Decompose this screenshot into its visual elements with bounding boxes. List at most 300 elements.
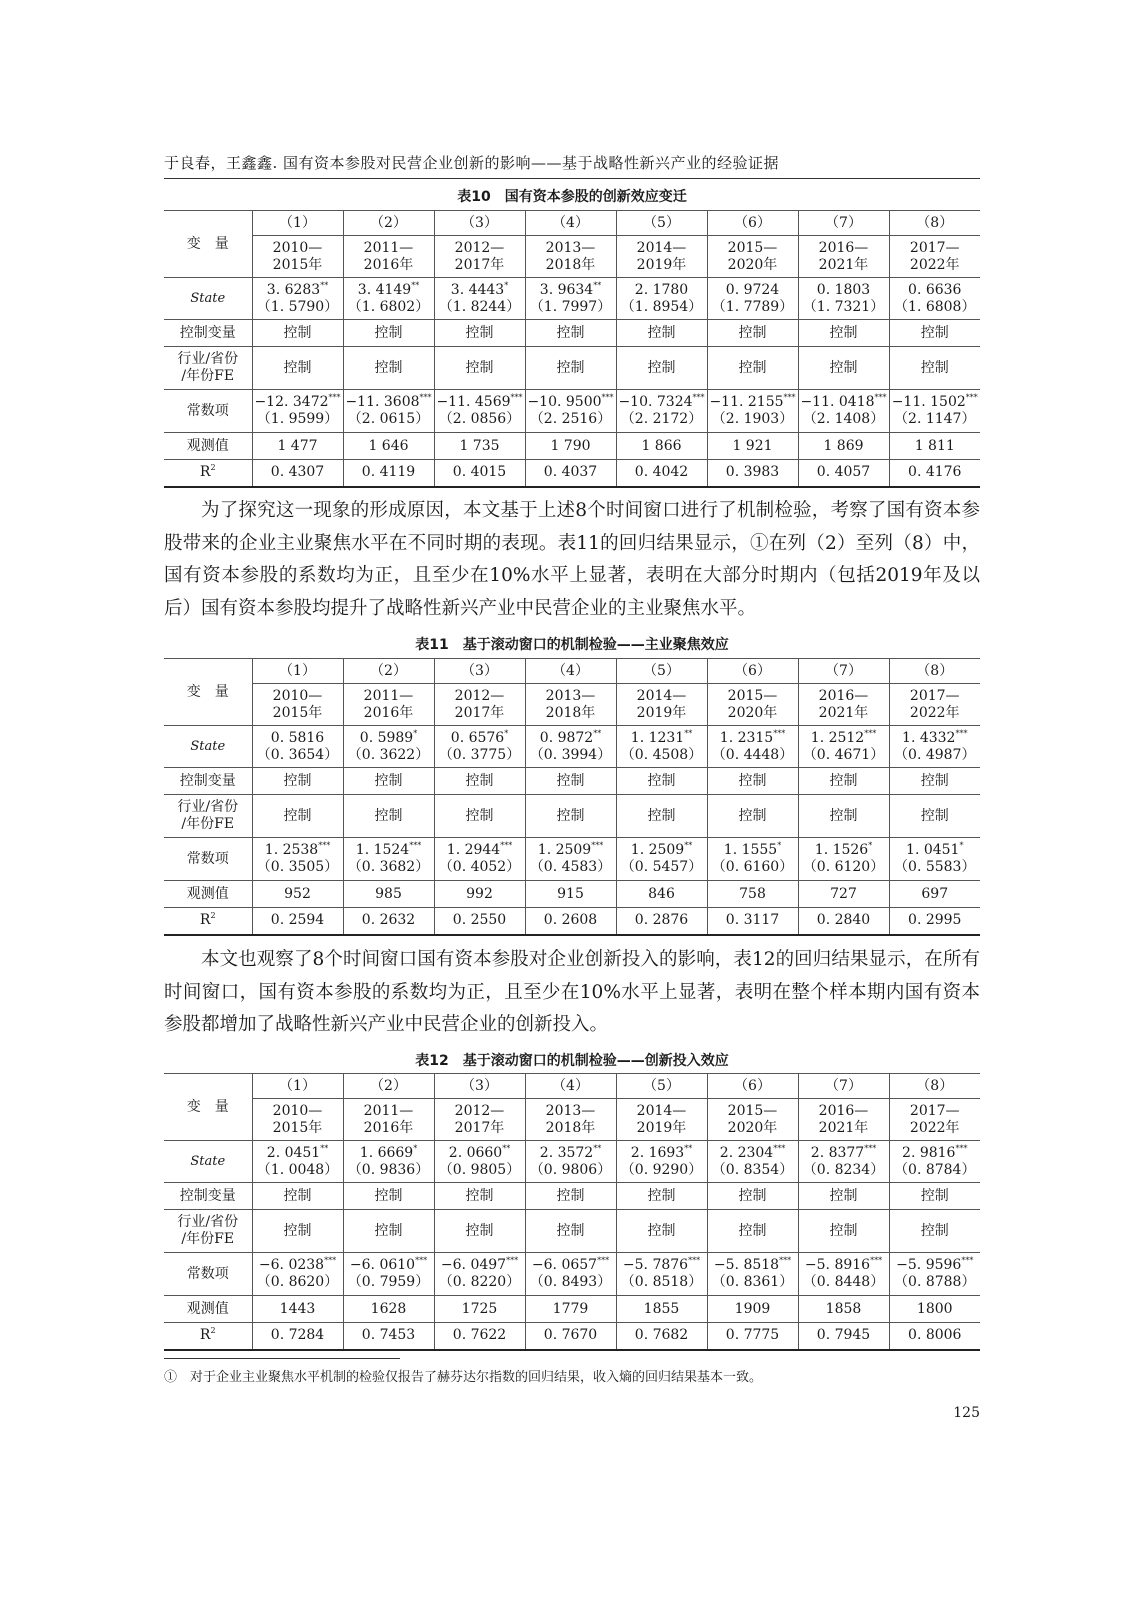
period-start: 2015—: [727, 239, 778, 256]
standard-error: （1. 7789）: [711, 298, 794, 315]
standard-error: （0. 8620）: [256, 1274, 339, 1290]
period-cell: [252, 684, 343, 726]
standard-error: （1. 8244）: [438, 298, 521, 315]
control-cell: 控制: [434, 768, 525, 795]
coefficient-value: 0. 5989: [359, 729, 414, 746]
significance-stars: ***: [874, 393, 887, 403]
observations-cell: 758: [707, 881, 798, 908]
control-cell: 控制: [252, 1183, 343, 1210]
coefficient: [253, 1145, 343, 1162]
coefficient-value: −12. 3472: [254, 394, 329, 411]
control-cell: 控制: [525, 795, 616, 838]
period-start: 2016—: [818, 239, 869, 256]
period-start: 2014—: [636, 239, 687, 256]
standard-error: （2. 0856）: [438, 411, 521, 427]
body-paragraph: 本文也观察了8个时间窗口国有资本参股对企业创新投入的影响，表12的回归结果显示，在所有时间窗口，国有资本参股的系数均为正，且至少在10%水平上显著，表明在整个样本期内国有资本参股都增加了战略性新兴产业中民营企业的创新投入。: [164, 949, 980, 1035]
significance-stars: ***: [955, 728, 968, 738]
period-cell: [434, 236, 525, 278]
standard-error: （1. 7321）: [802, 298, 885, 315]
period-cell: [252, 1099, 343, 1141]
r-squared-cell: 0. 7622: [434, 1323, 525, 1350]
constant-cell: [525, 390, 616, 433]
coefficient: [435, 1145, 525, 1162]
constant-cell: [434, 390, 525, 433]
column-number: （8）: [889, 1074, 980, 1099]
coefficient-value: 1. 2315: [719, 729, 774, 746]
column-number: （6）: [707, 1074, 798, 1099]
coefficient: [253, 394, 343, 411]
standard-error: （0. 8234）: [802, 1161, 885, 1178]
coefficient-value: 0. 9724: [725, 281, 780, 298]
control-cell: 控制: [889, 795, 980, 838]
column-number: （3）: [434, 1074, 525, 1099]
column-number: （7）: [798, 211, 889, 236]
r-squared-cell: 0. 2995: [889, 908, 980, 935]
state-cell: [525, 726, 616, 768]
coefficient: [617, 842, 707, 859]
standard-error: （0. 8354）: [711, 1161, 794, 1178]
coefficient-value: 1. 1524: [355, 842, 410, 859]
coefficient-value: 0. 6636: [908, 281, 962, 298]
control-cell: 控制: [252, 320, 343, 347]
row-label-r-squared: [164, 1323, 252, 1350]
coefficient: [526, 394, 616, 411]
control-cell: 控制: [889, 768, 980, 795]
state-cell: [434, 1141, 525, 1183]
table-11: [164, 658, 980, 936]
period-cell: [707, 236, 798, 278]
row-label-variable: 变 量: [164, 1074, 252, 1141]
state-cell: [889, 1141, 980, 1183]
state-cell: [798, 726, 889, 768]
observations-cell: 1858: [798, 1296, 889, 1323]
state-cell: [525, 278, 616, 320]
coefficient-value: −11. 1502: [891, 394, 966, 411]
significance-stars: *: [413, 1143, 418, 1153]
period-end: 2018年: [545, 1119, 596, 1136]
column-number: （3）: [434, 211, 525, 236]
significance-stars: **: [593, 280, 602, 290]
observations-cell: 1 790: [525, 433, 616, 460]
row-label-state: State: [164, 1141, 252, 1183]
constant-cell: [252, 390, 343, 433]
observations-cell: 1 866: [616, 433, 707, 460]
standard-error: （0. 5583）: [894, 859, 976, 875]
fe-label-line: /年份FE: [181, 816, 235, 832]
control-cell: 控制: [252, 768, 343, 795]
control-cell: 控制: [707, 1210, 798, 1253]
standard-error: （0. 4583）: [529, 859, 612, 875]
row-label-constant: 常数项: [164, 390, 252, 433]
state-cell: [252, 726, 343, 768]
period-end: 2022年: [909, 1119, 960, 1136]
column-number: （7）: [798, 659, 889, 684]
period-cell: [434, 684, 525, 726]
significance-stars: *: [504, 728, 509, 738]
standard-error: （0. 8448）: [802, 1274, 885, 1290]
period-cell: [707, 684, 798, 726]
coefficient-value: 2. 2304: [719, 1144, 774, 1161]
significance-stars: ***: [506, 1256, 519, 1266]
standard-error: （0. 9290）: [620, 1161, 703, 1178]
coefficient-value: −11. 3608: [345, 394, 420, 411]
standard-error: （0. 7959）: [347, 1274, 430, 1290]
constant-cell: [889, 838, 980, 881]
significance-stars: **: [684, 728, 693, 738]
r-squared-label: R: [199, 1327, 211, 1344]
state-cell: [798, 278, 889, 320]
period-cell: [525, 1099, 616, 1141]
control-cell: 控制: [252, 795, 343, 838]
table-11-caption: 表11 基于滚动窗口的机制检验——主业聚焦效应: [415, 637, 729, 653]
coefficient: [890, 842, 981, 859]
standard-error: （0. 9805）: [438, 1161, 521, 1178]
standard-error: （0. 9836）: [347, 1161, 430, 1178]
coefficient: [344, 1257, 434, 1274]
period-start: 2011—: [363, 687, 414, 704]
control-cell: 控制: [798, 768, 889, 795]
period-end: 2022年: [909, 256, 960, 273]
state-cell: [707, 1141, 798, 1183]
coefficient: [435, 1257, 525, 1274]
row-label-fixed-effects: [164, 1210, 252, 1253]
period-end: 2021年: [818, 704, 869, 721]
page-number: 125: [953, 1405, 980, 1421]
significance-stars: **: [320, 1143, 329, 1153]
control-cell: 控制: [343, 768, 434, 795]
coefficient: [344, 394, 434, 411]
constant-cell: [343, 838, 434, 881]
row-label-fixed-effects: [164, 795, 252, 838]
coefficient: [708, 1257, 798, 1274]
column-number: （1）: [252, 659, 343, 684]
row-label-r-squared: [164, 908, 252, 935]
coefficient: [435, 394, 525, 411]
fe-label-line: 行业/省份: [177, 1214, 239, 1231]
coefficient: [253, 842, 343, 859]
observations-cell: 1725: [434, 1296, 525, 1323]
period-start: 2010—: [272, 687, 323, 704]
period-cell: [798, 236, 889, 278]
observations-cell: 1779: [525, 1296, 616, 1323]
coefficient: [253, 282, 343, 299]
coefficient: [799, 842, 889, 859]
standard-error: （0. 4987）: [894, 746, 976, 763]
table-10-caption: 表10 国有资本参股的创新效应变迁: [457, 189, 687, 205]
period-cell: [798, 684, 889, 726]
period-end: 2019年: [636, 704, 687, 721]
coefficient-value: −10. 9500: [527, 394, 602, 411]
significance-stars: **: [320, 280, 329, 290]
standard-error: （0. 3622）: [347, 746, 430, 763]
control-cell: 控制: [616, 320, 707, 347]
control-cell: 控制: [343, 1183, 434, 1210]
row-label-variable: 变 量: [164, 659, 252, 726]
period-start: 2017—: [909, 239, 960, 256]
coefficient: [617, 1257, 707, 1274]
coefficient: [890, 730, 981, 747]
period-start: 2012—: [454, 239, 505, 256]
coefficient: [708, 730, 798, 747]
standard-error: （2. 0615）: [347, 411, 430, 427]
period-start: 2014—: [636, 1102, 687, 1119]
r-squared-label: R: [199, 464, 211, 481]
control-cell: 控制: [343, 347, 434, 390]
observations-cell: 846: [616, 881, 707, 908]
standard-error: （0. 5457）: [620, 859, 703, 875]
standard-error: （0. 9806）: [529, 1161, 612, 1178]
r-squared-cell: 0. 4307: [252, 460, 343, 487]
constant-cell: [707, 390, 798, 433]
significance-stars: ***: [328, 393, 341, 403]
observations-cell: 1909: [707, 1296, 798, 1323]
coefficient-value: 1. 0451: [906, 842, 960, 859]
r-squared-cell: 0. 2876: [616, 908, 707, 935]
state-cell: [252, 1141, 343, 1183]
control-cell: 控制: [616, 768, 707, 795]
column-number: （6）: [707, 659, 798, 684]
period-cell: [252, 236, 343, 278]
coefficient-value: 0. 5816: [270, 729, 325, 746]
period-start: 2012—: [454, 687, 505, 704]
period-cell: [525, 236, 616, 278]
significance-stars: ***: [688, 1256, 701, 1266]
coefficient-value: 1. 1526: [814, 842, 869, 859]
control-cell: 控制: [616, 347, 707, 390]
coefficient: [799, 730, 889, 747]
coefficient: [799, 394, 889, 411]
period-start: 2016—: [818, 1102, 869, 1119]
observations-cell: 1800: [889, 1296, 980, 1323]
observations-cell: 1 646: [343, 433, 434, 460]
period-end: 2016年: [363, 704, 414, 721]
coefficient: [253, 1257, 343, 1274]
period-start: 2017—: [909, 687, 960, 704]
r-squared-cell: 0. 7682: [616, 1323, 707, 1350]
coefficient-value: 1. 2509: [537, 842, 592, 859]
state-cell: [616, 726, 707, 768]
standard-error: （0. 8788）: [894, 1274, 976, 1290]
coefficient: [435, 730, 525, 747]
coefficient-value: 1. 2538: [264, 842, 319, 859]
coefficient-value: 2. 8377: [810, 1144, 865, 1161]
significance-stars: ***: [419, 393, 432, 403]
coefficient-value: −11. 2155: [709, 394, 784, 411]
column-number: （8）: [889, 211, 980, 236]
standard-error: （2. 2516）: [529, 411, 612, 427]
state-cell: [889, 726, 980, 768]
state-cell: [707, 726, 798, 768]
constant-cell: [707, 1253, 798, 1296]
coefficient-value: −11. 0418: [800, 394, 875, 411]
period-end: 2018年: [545, 704, 596, 721]
r-squared-cell: 0. 2632: [343, 908, 434, 935]
standard-error: （0. 8220）: [438, 1274, 521, 1290]
coefficient-value: −6. 0610: [349, 1257, 416, 1274]
column-number: （4）: [525, 211, 616, 236]
observations-cell: 915: [525, 881, 616, 908]
r-squared-cell: 0. 4015: [434, 460, 525, 487]
control-cell: 控制: [343, 1210, 434, 1253]
period-cell: [616, 684, 707, 726]
state-cell: [707, 278, 798, 320]
period-start: 2016—: [818, 687, 869, 704]
state-cell: [616, 278, 707, 320]
r-squared-cell: 0. 4119: [343, 460, 434, 487]
period-start: 2015—: [727, 687, 778, 704]
standard-error: （1. 9599）: [256, 411, 339, 427]
period-end: 2017年: [454, 256, 505, 273]
r-squared-cell: 0. 4037: [525, 460, 616, 487]
column-number: （1）: [252, 211, 343, 236]
significance-stars: ***: [601, 393, 614, 403]
significance-stars: ***: [510, 393, 523, 403]
coefficient: [890, 282, 981, 299]
control-cell: 控制: [616, 1210, 707, 1253]
state-cell: [343, 1141, 434, 1183]
column-number: （2）: [343, 211, 434, 236]
significance-stars: **: [502, 1143, 511, 1153]
running-header: 于良春，王鑫鑫. 国有资本参股对民营企业创新的影响——基于战略性新兴产业的经验证据: [164, 152, 980, 179]
standard-error: （0. 8493）: [529, 1274, 612, 1290]
observations-cell: 727: [798, 881, 889, 908]
table-12: [164, 1073, 980, 1351]
column-number: （6）: [707, 211, 798, 236]
coefficient-value: 1. 2944: [446, 842, 501, 859]
coefficient-value: −6. 0497: [440, 1257, 507, 1274]
observations-cell: 1 477: [252, 433, 343, 460]
row-label-constant: 常数项: [164, 1253, 252, 1296]
row-label-state: State: [164, 726, 252, 768]
coefficient: [799, 1257, 889, 1274]
control-cell: 控制: [707, 320, 798, 347]
standard-error: （0. 6120）: [802, 859, 885, 875]
constant-cell: [343, 390, 434, 433]
footnote: ① 对于企业主业聚焦水平机制的检验仅报告了赫芬达尔指数的回归结果，收入熵的回归结果基本一致。: [164, 1370, 763, 1385]
control-cell: 控制: [798, 320, 889, 347]
coefficient-value: 2. 3572: [539, 1144, 594, 1161]
period-end: 2019年: [636, 1119, 687, 1136]
control-cell: 控制: [889, 347, 980, 390]
r-squared-label: R: [199, 912, 211, 929]
period-start: 2017—: [909, 1102, 960, 1119]
row-label-variable: 变 量: [164, 211, 252, 278]
constant-cell: [798, 1253, 889, 1296]
significance-stars: ***: [965, 393, 978, 403]
coefficient: [526, 730, 616, 747]
coefficient: [799, 282, 889, 299]
control-cell: 控制: [889, 1210, 980, 1253]
standard-error: （0. 8784）: [894, 1161, 976, 1178]
coefficient: [617, 282, 707, 299]
control-cell: 控制: [798, 795, 889, 838]
coefficient-value: 3. 9634: [539, 281, 594, 298]
period-end: 2016年: [363, 1119, 414, 1136]
coefficient-value: 2. 1780: [634, 281, 689, 298]
period-start: 2015—: [727, 1102, 778, 1119]
coefficient: [708, 842, 798, 859]
observations-cell: 992: [434, 881, 525, 908]
control-cell: 控制: [616, 795, 707, 838]
control-cell: 控制: [707, 347, 798, 390]
state-cell: [616, 1141, 707, 1183]
significance-stars: ***: [415, 1256, 428, 1266]
coefficient: [344, 842, 434, 859]
significance-stars: *: [959, 841, 964, 851]
state-cell: [434, 726, 525, 768]
significance-stars: *: [777, 841, 782, 851]
column-number: （7）: [798, 1074, 889, 1099]
significance-stars: ***: [318, 841, 331, 851]
constant-cell: [798, 390, 889, 433]
body-paragraph: 为了探究这一现象的形成原因，本文基于上述8个时间窗口进行了机制检验，考察了国有资本参股带来的企业主业聚焦水平在不同时期的表现。表11的回归结果显示，①在列（2）至列（8）中，国有资本参股的系数均为正，且至少在10%水平上显著，表明在大部分时期内（包括2019年及以后）国有资本参股均提升了战略性新兴产业中民营企业的主业聚焦水平。: [164, 500, 980, 619]
standard-error: （2. 1147）: [894, 411, 976, 427]
standard-error: （1. 6802）: [347, 298, 430, 315]
significance-stars: ***: [692, 393, 705, 403]
standard-error: （1. 7997）: [529, 298, 612, 315]
period-end: 2021年: [818, 1119, 869, 1136]
standard-error: （1. 8954）: [620, 298, 703, 315]
r-squared-cell: 0. 4042: [616, 460, 707, 487]
r-squared-exponent: 2: [210, 1326, 216, 1336]
fe-label-line: 行业/省份: [177, 351, 239, 368]
coefficient-value: 3. 6283: [266, 281, 321, 298]
significance-stars: ***: [409, 841, 422, 851]
standard-error: （0. 3505）: [256, 859, 339, 875]
period-end: 2017年: [454, 704, 505, 721]
constant-cell: [434, 1253, 525, 1296]
observations-cell: 1 811: [889, 433, 980, 460]
control-cell: 控制: [525, 768, 616, 795]
significance-stars: **: [593, 728, 602, 738]
standard-error: （0. 4052）: [438, 859, 521, 875]
period-end: 2019年: [636, 256, 687, 273]
period-end: 2018年: [545, 256, 596, 273]
coefficient: [435, 842, 525, 859]
r-squared-cell: 0. 3983: [707, 460, 798, 487]
period-cell: [889, 236, 980, 278]
period-cell: [343, 236, 434, 278]
coefficient-value: 3. 4443: [450, 281, 505, 298]
coefficient: [526, 282, 616, 299]
control-cell: 控制: [798, 1183, 889, 1210]
coefficient-value: −10. 7324: [618, 394, 693, 411]
row-label-controls: 控制变量: [164, 768, 252, 795]
significance-stars: ***: [597, 1256, 610, 1266]
constant-cell: [707, 838, 798, 881]
r-squared-cell: 0. 2550: [434, 908, 525, 935]
constant-cell: [252, 1253, 343, 1296]
significance-stars: ***: [864, 1143, 877, 1153]
coefficient-value: −6. 0657: [531, 1257, 598, 1274]
coefficient: [526, 1257, 616, 1274]
significance-stars: ***: [773, 1143, 786, 1153]
constant-cell: [889, 1253, 980, 1296]
coefficient: [617, 730, 707, 747]
period-end: 2016年: [363, 256, 414, 273]
significance-stars: ***: [500, 841, 513, 851]
period-cell: [434, 1099, 525, 1141]
significance-stars: ***: [864, 728, 877, 738]
state-cell: [434, 278, 525, 320]
period-end: 2015年: [272, 1119, 323, 1136]
table-10: [164, 210, 980, 488]
table-12-caption: 表12 基于滚动窗口的机制检验——创新投入效应: [415, 1053, 729, 1069]
coefficient-value: 3. 4149: [357, 281, 412, 298]
standard-error: （2. 2172）: [620, 411, 703, 427]
standard-error: （0. 4448）: [711, 746, 794, 763]
control-cell: 控制: [434, 795, 525, 838]
